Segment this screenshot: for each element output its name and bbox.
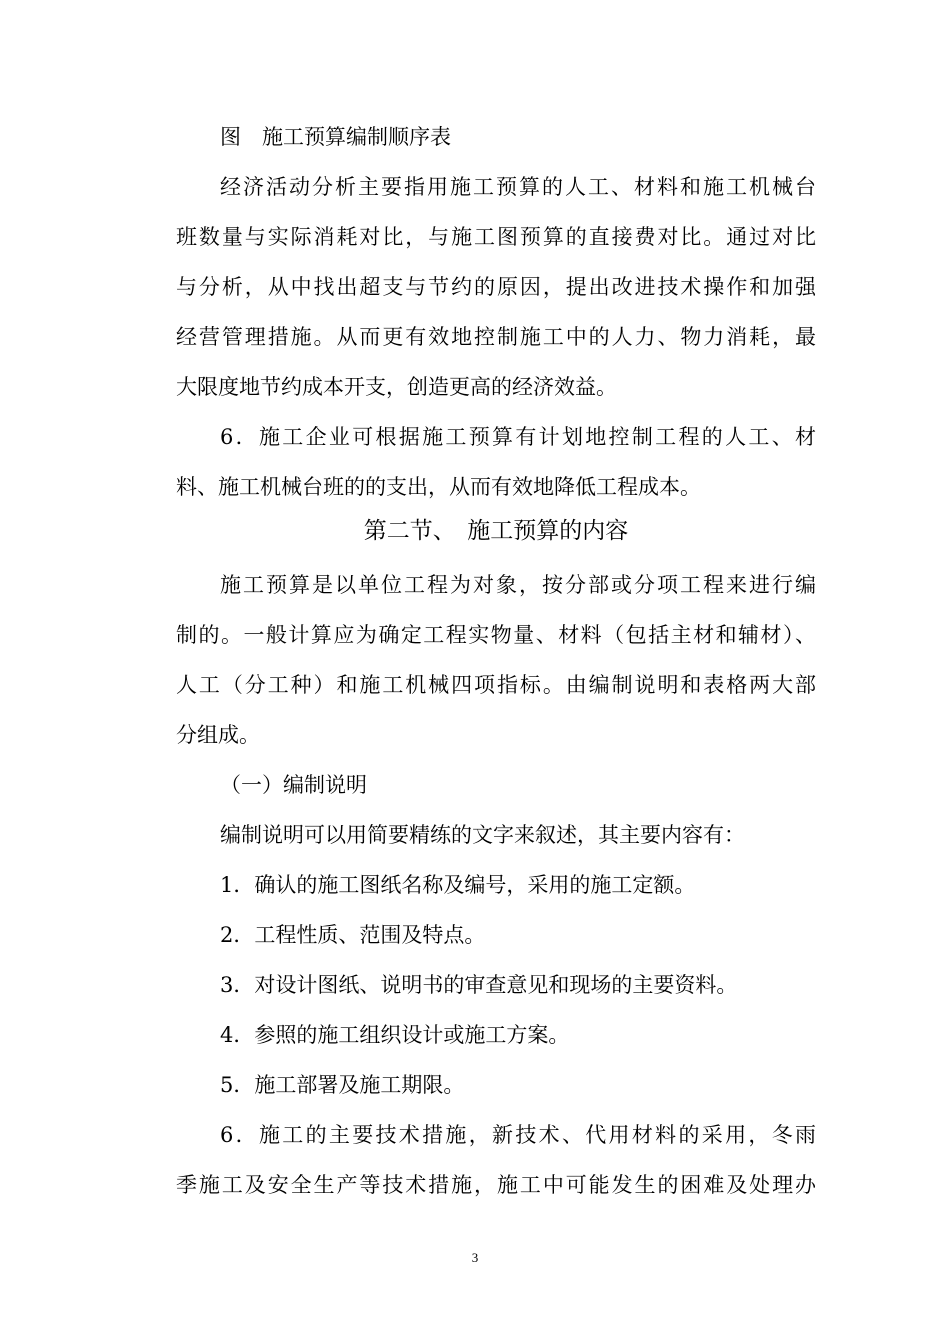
- paragraph-line: 制的。一般计算应为确定工程实物量、材料（包括主材和辅材）、: [176, 623, 816, 647]
- paragraph-line: 季施工及安全生产等技术措施，施工中可能发生的困难及处理办: [176, 1173, 816, 1197]
- paragraph-line: 施工预算是以单位工程为对象，按分部或分项工程来进行编: [220, 573, 816, 597]
- paragraph-line: 6．施工企业可根据施工预算有计划地控制工程的人工、材: [220, 425, 816, 449]
- subheading: （一）编制说明: [220, 773, 367, 797]
- paragraph-line: 人工（分工种）和施工机械四项指标。由编制说明和表格两大部: [176, 673, 816, 697]
- figure-caption: 图 施工预算编制顺序表: [220, 125, 451, 149]
- paragraph-line: 大限度地节约成本开支，创造更高的经济效益。: [176, 375, 617, 399]
- list-item: 2．工程性质、范围及特点。: [220, 923, 486, 947]
- paragraph-line: 编制说明可以用简要精练的文字来叙述，其主要内容有：: [220, 823, 745, 847]
- list-item: 3．对设计图纸、说明书的审查意见和现场的主要资料。: [220, 973, 738, 997]
- paragraph-line: 经营管理措施。从而更有效地控制施工中的人力、物力消耗，最: [176, 325, 816, 349]
- paragraph-line: 班数量与实际消耗对比，与施工图预算的直接费对比。通过对比: [176, 225, 816, 249]
- list-item: 5．施工部署及施工期限。: [220, 1073, 465, 1097]
- paragraph-line: 料、施工机械台班的的支出，从而有效地降低工程成本。: [176, 475, 701, 499]
- paragraph-line: 与分析，从中找出超支与节约的原因，提出改进技术操作和加强: [176, 275, 816, 299]
- paragraph-line: 分组成。: [176, 723, 260, 747]
- paragraph-line: 6．施工的主要技术措施，新技术、代用材料的采用，冬雨: [220, 1123, 816, 1147]
- page-number: 3: [471, 1250, 479, 1265]
- paragraph-line: 经济活动分析主要指用施工预算的人工、材料和施工机械台: [220, 175, 816, 199]
- section-heading: 第二节、 施工预算的内容: [363, 518, 629, 544]
- list-item: 1．确认的施工图纸名称及编号，采用的施工定额。: [220, 873, 696, 897]
- list-item: 4．参照的施工组织设计或施工方案。: [220, 1023, 570, 1047]
